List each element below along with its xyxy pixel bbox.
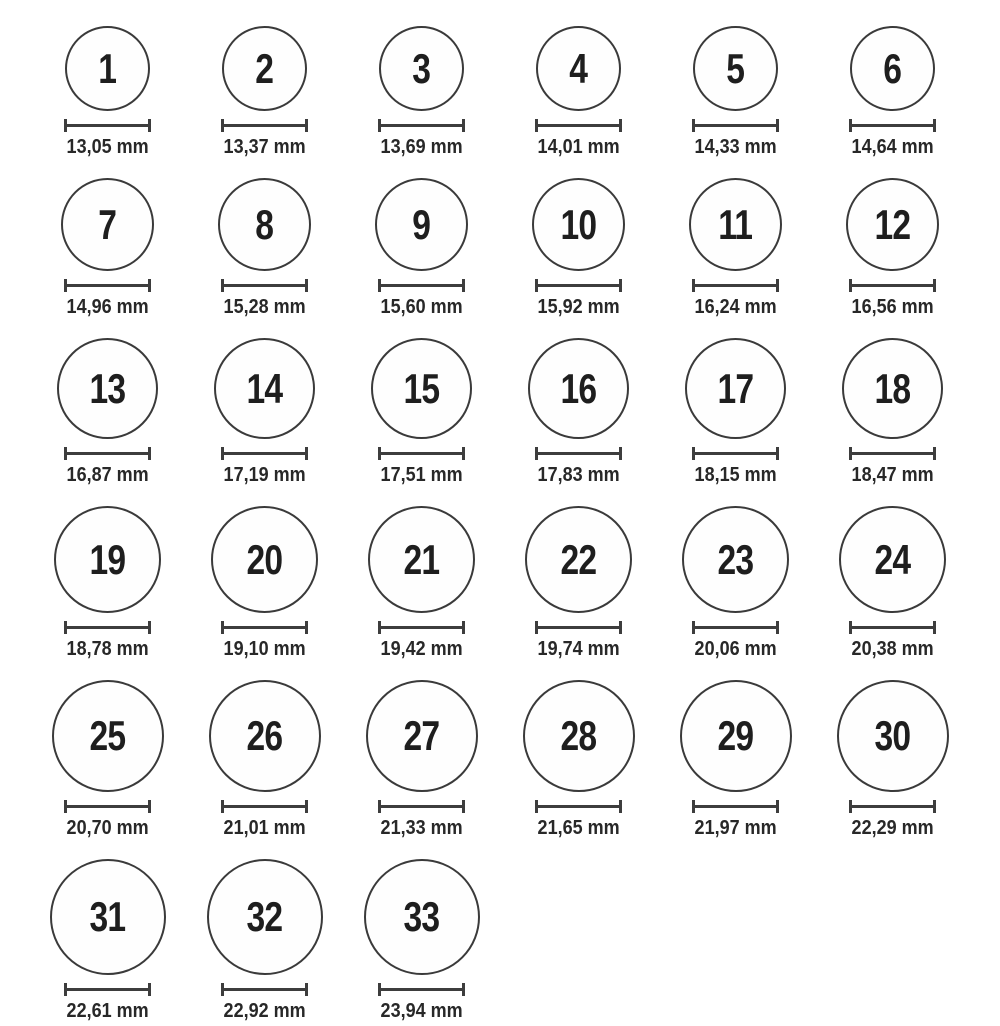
ring-size-item (343, 506, 500, 661)
ring-size-number: 30 (874, 712, 911, 759)
measure-bar (538, 284, 619, 287)
measure-bar (224, 284, 305, 287)
measure-endcap-right (305, 279, 308, 292)
measure-endcap-right (305, 800, 308, 813)
ring-circle (65, 26, 150, 111)
diameter-label: 14,64 mm (851, 136, 934, 158)
ring-size-item (657, 506, 814, 661)
ring-size-number: 21 (403, 535, 440, 583)
ring-size-item (29, 338, 186, 487)
ring-size-item (343, 26, 500, 159)
ring-circle (523, 680, 635, 792)
diameter-measure-line (378, 279, 465, 292)
ring-size-number: 33 (403, 893, 440, 940)
measure-bar (695, 124, 776, 127)
measure-bar (67, 284, 148, 287)
measure-bar (224, 988, 305, 991)
ring-size-item (343, 859, 500, 1023)
ring-size-item (814, 338, 971, 487)
measure-bar (67, 805, 148, 808)
ring-circle (218, 178, 311, 271)
measure-bar (67, 626, 148, 629)
measure-endcap-right (619, 621, 622, 634)
measure-endcap-right (462, 447, 465, 460)
measure-bar (381, 626, 462, 629)
ring-size-item (343, 680, 500, 840)
ring-size-item (186, 338, 343, 487)
measure-bar (695, 626, 776, 629)
measure-endcap-right (619, 119, 622, 132)
ring-circle (837, 680, 949, 792)
diameter-label: 14,33 mm (694, 136, 777, 158)
ring-size-number: 6 (883, 44, 902, 92)
diameter-measure-line (692, 119, 779, 132)
measure-bar (852, 452, 933, 455)
ring-circle (689, 178, 782, 271)
ring-circle (209, 680, 321, 792)
diameter-measure-line (378, 983, 465, 996)
diameter-label: 15,60 mm (380, 296, 463, 318)
ring-size-number: 17 (717, 364, 754, 412)
diameter-measure-line (221, 119, 308, 132)
ring-size-item (814, 26, 971, 159)
measure-endcap-right (776, 800, 779, 813)
ring-size-item (186, 178, 343, 319)
ring-circle (371, 338, 472, 439)
ring-size-item (814, 680, 971, 840)
diameter-label: 16,56 mm (851, 296, 934, 318)
ring-size-item (29, 506, 186, 661)
diameter-measure-line (64, 279, 151, 292)
ring-size-item (657, 178, 814, 319)
ring-circle (214, 338, 315, 439)
measure-endcap-right (462, 279, 465, 292)
ring-circle (525, 506, 632, 613)
measure-endcap-right (776, 119, 779, 132)
diameter-label: 20,38 mm (851, 638, 934, 660)
measure-endcap-right (148, 447, 151, 460)
ring-circle (364, 859, 480, 975)
ring-size-number: 22 (560, 535, 597, 583)
chart-row (29, 178, 971, 319)
measure-endcap-right (305, 447, 308, 460)
ring-size-item (29, 178, 186, 319)
diameter-measure-line (849, 800, 936, 813)
diameter-label: 19,74 mm (537, 638, 620, 660)
ring-size-item (186, 506, 343, 661)
measure-bar (695, 284, 776, 287)
ring-circle (207, 859, 323, 975)
diameter-label: 17,19 mm (223, 464, 306, 486)
measure-endcap-right (933, 279, 936, 292)
ring-size-number: 4 (569, 44, 588, 92)
ring-size-item (500, 680, 657, 840)
measure-bar (538, 124, 619, 127)
ring-size-number: 28 (560, 712, 597, 759)
ring-circle (222, 26, 307, 111)
ring-size-number: 18 (874, 364, 911, 412)
ring-circle (61, 178, 154, 271)
ring-circle (375, 178, 468, 271)
measure-bar (852, 805, 933, 808)
diameter-label: 15,28 mm (223, 296, 306, 318)
measure-bar (381, 124, 462, 127)
ring-size-item (186, 859, 343, 1023)
measure-endcap-right (305, 983, 308, 996)
ring-size-item (500, 506, 657, 661)
ring-circle (366, 680, 478, 792)
diameter-measure-line (692, 800, 779, 813)
ring-size-number: 15 (403, 364, 440, 412)
ring-size-item (186, 680, 343, 840)
diameter-measure-line (849, 621, 936, 634)
measure-bar (381, 805, 462, 808)
diameter-measure-line (221, 983, 308, 996)
ring-size-item (29, 680, 186, 840)
diameter-measure-line (64, 447, 151, 460)
measure-endcap-right (933, 447, 936, 460)
diameter-measure-line (378, 447, 465, 460)
diameter-label: 23,94 mm (380, 1000, 463, 1022)
chart-row (29, 859, 971, 1023)
measure-bar (224, 124, 305, 127)
diameter-measure-line (535, 119, 622, 132)
diameter-label: 19,42 mm (380, 638, 463, 660)
ring-circle (680, 680, 792, 792)
diameter-label: 19,10 mm (223, 638, 306, 660)
ring-size-number: 26 (246, 712, 283, 759)
ring-size-item (500, 178, 657, 319)
measure-endcap-right (619, 447, 622, 460)
chart-row (29, 680, 971, 840)
diameter-measure-line (64, 621, 151, 634)
measure-bar (381, 284, 462, 287)
ring-size-number: 5 (726, 44, 745, 92)
ring-circle (54, 506, 161, 613)
diameter-measure-line (535, 800, 622, 813)
diameter-measure-line (692, 621, 779, 634)
ring-size-item (343, 338, 500, 487)
measure-bar (538, 805, 619, 808)
measure-endcap-right (933, 621, 936, 634)
ring-size-number: 12 (874, 200, 911, 248)
measure-bar (224, 452, 305, 455)
ring-size-item (500, 26, 657, 159)
diameter-label: 14,01 mm (537, 136, 620, 158)
ring-size-item (657, 338, 814, 487)
ring-size-item (814, 506, 971, 661)
measure-endcap-right (148, 800, 151, 813)
diameter-label: 22,61 mm (66, 1000, 149, 1022)
diameter-label: 20,70 mm (66, 817, 149, 839)
measure-endcap-right (776, 279, 779, 292)
measure-endcap-right (462, 983, 465, 996)
diameter-measure-line (378, 621, 465, 634)
measure-endcap-right (933, 800, 936, 813)
ring-size-number: 16 (560, 364, 597, 412)
diameter-label: 13,69 mm (380, 136, 463, 158)
ring-size-number: 11 (718, 200, 753, 248)
diameter-label: 21,65 mm (537, 817, 620, 839)
ring-circle (50, 859, 166, 975)
measure-endcap-right (619, 279, 622, 292)
ring-circle (52, 680, 164, 792)
ring-size-item (657, 680, 814, 840)
ring-size-number: 8 (255, 200, 274, 248)
diameter-measure-line (692, 447, 779, 460)
measure-bar (224, 626, 305, 629)
ring-circle (682, 506, 789, 613)
measure-bar (381, 988, 462, 991)
ring-size-number: 29 (717, 712, 754, 759)
ring-circle (693, 26, 778, 111)
diameter-label: 21,97 mm (694, 817, 777, 839)
ring-circle (842, 338, 943, 439)
measure-endcap-right (148, 119, 151, 132)
ring-size-number: 14 (246, 364, 283, 412)
ring-size-item (500, 338, 657, 487)
diameter-measure-line (535, 621, 622, 634)
ring-size-number: 1 (98, 44, 117, 92)
diameter-label: 18,47 mm (851, 464, 934, 486)
ring-size-number: 19 (89, 535, 126, 583)
measure-endcap-right (305, 621, 308, 634)
measure-endcap-right (462, 800, 465, 813)
ring-size-number: 32 (246, 893, 283, 940)
ring-size-number: 7 (98, 200, 117, 248)
ring-size-number: 23 (717, 535, 754, 583)
ring-size-number: 20 (246, 535, 283, 583)
diameter-label: 13,37 mm (223, 136, 306, 158)
measure-endcap-right (148, 983, 151, 996)
ring-size-number: 24 (874, 535, 911, 583)
measure-endcap-right (462, 621, 465, 634)
chart-row (29, 338, 971, 487)
ring-circle (368, 506, 475, 613)
chart-row (29, 26, 971, 159)
measure-endcap-right (462, 119, 465, 132)
diameter-measure-line (378, 800, 465, 813)
measure-endcap-right (619, 800, 622, 813)
ring-size-number: 25 (89, 712, 126, 759)
diameter-measure-line (64, 800, 151, 813)
ring-circle (839, 506, 946, 613)
diameter-measure-line (849, 447, 936, 460)
diameter-label: 17,83 mm (537, 464, 620, 486)
measure-endcap-right (305, 119, 308, 132)
ring-circle (532, 178, 625, 271)
measure-bar (67, 988, 148, 991)
diameter-measure-line (378, 119, 465, 132)
diameter-label: 13,05 mm (66, 136, 149, 158)
ring-size-item (29, 859, 186, 1023)
ring-size-item (814, 178, 971, 319)
measure-bar (381, 452, 462, 455)
diameter-measure-line (221, 279, 308, 292)
ring-size-number: 10 (560, 200, 597, 248)
measure-bar (695, 805, 776, 808)
measure-endcap-right (776, 447, 779, 460)
measure-bar (852, 124, 933, 127)
ring-circle (211, 506, 318, 613)
diameter-label: 15,92 mm (537, 296, 620, 318)
diameter-label: 18,78 mm (66, 638, 149, 660)
ring-size-number: 27 (403, 712, 440, 759)
ring-size-item (186, 26, 343, 159)
diameter-measure-line (221, 800, 308, 813)
measure-bar (852, 284, 933, 287)
measure-endcap-right (933, 119, 936, 132)
ring-circle (536, 26, 621, 111)
diameter-label: 21,01 mm (223, 817, 306, 839)
measure-bar (852, 626, 933, 629)
chart-row (29, 506, 971, 661)
ring-size-number: 9 (412, 200, 431, 248)
diameter-label: 21,33 mm (380, 817, 463, 839)
measure-bar (538, 626, 619, 629)
ring-circle (57, 338, 158, 439)
measure-endcap-right (148, 279, 151, 292)
diameter-label: 17,51 mm (380, 464, 463, 486)
measure-bar (67, 452, 148, 455)
measure-bar (695, 452, 776, 455)
ring-size-item (657, 26, 814, 159)
ring-size-number: 3 (412, 44, 431, 92)
ring-circle (850, 26, 935, 111)
ring-size-item (343, 178, 500, 319)
ring-size-chart (29, 26, 971, 1023)
measure-endcap-right (776, 621, 779, 634)
ring-size-item (29, 26, 186, 159)
diameter-label: 22,92 mm (223, 1000, 306, 1022)
diameter-measure-line (849, 279, 936, 292)
diameter-measure-line (535, 279, 622, 292)
diameter-measure-line (692, 279, 779, 292)
diameter-measure-line (64, 983, 151, 996)
ring-size-number: 31 (89, 893, 126, 940)
diameter-label: 16,87 mm (66, 464, 149, 486)
diameter-measure-line (535, 447, 622, 460)
diameter-measure-line (221, 447, 308, 460)
measure-bar (538, 452, 619, 455)
diameter-label: 16,24 mm (694, 296, 777, 318)
measure-bar (67, 124, 148, 127)
diameter-label: 22,29 mm (851, 817, 934, 839)
diameter-label: 20,06 mm (694, 638, 777, 660)
diameter-measure-line (64, 119, 151, 132)
ring-circle (379, 26, 464, 111)
ring-circle (528, 338, 629, 439)
diameter-label: 18,15 mm (694, 464, 777, 486)
measure-endcap-right (148, 621, 151, 634)
ring-circle (685, 338, 786, 439)
measure-bar (224, 805, 305, 808)
diameter-measure-line (849, 119, 936, 132)
ring-size-number: 13 (89, 364, 126, 412)
diameter-measure-line (221, 621, 308, 634)
ring-size-number: 2 (255, 44, 274, 92)
ring-circle (846, 178, 939, 271)
diameter-label: 14,96 mm (66, 296, 149, 318)
